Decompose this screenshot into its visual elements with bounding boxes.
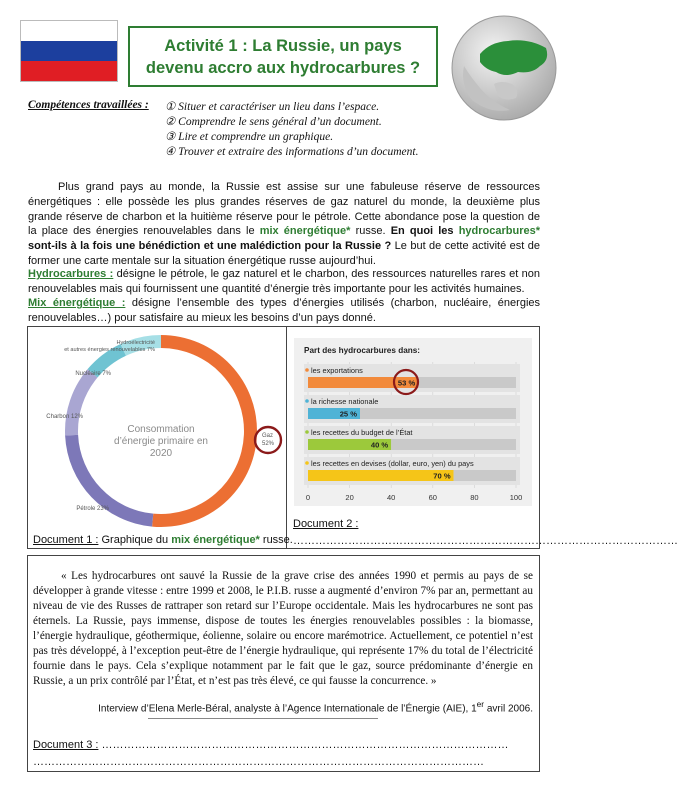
doc1-term: mix énergétique* [171,534,260,546]
pie-slice-2 [65,369,98,435]
flag-white-stripe [21,21,117,41]
russian-flag [20,20,118,82]
doc3-label: Document 3 : [33,739,99,751]
skill-item-1: ① Situer et caractériser un lieu dans l’espace. [165,101,380,113]
definition-term: Hydrocarbures : [28,268,114,280]
doc2-answer-line[interactable]: …………………………………………………………………………………………… [293,535,678,547]
skill-item-2: ② Comprendre le sens général d’un document. [165,116,382,128]
flag-red-stripe [21,61,117,81]
bar-chart-title: Part des hydrocarbures dans: [304,346,421,355]
intro-paragraph: Plus grand pays au monde, la Russie est assise sur une fabuleuse réserve de ressources énergétiques : elle possède les plus grandes réserves de gaz naturel du monde, la deuxième plus grande réserve de charbon et la huitième réserve pour le pétrole. Cette abondance pose la question de la place des énergies renouvelables dans le mix énergétique* russe. En quoi les hydrocarbures* sont-ils à la fois une bénédiction et une malédiction pour la Russie ? Le but de cette activité est de former une carte mentale sur la situation énergétique russe aujourd’hui. [28,181,540,267]
skill-item-3: ③ Lire et comprendre un graphique. [165,131,334,143]
bar-legend-dot [305,399,309,403]
donut-center-title: Consommation d’énergie primaire en 2020 [114,424,208,459]
pie-label-gaz: Gaz [262,433,274,439]
bar-x-tick: 80 [470,493,479,502]
doc1-label: Document 1 : [33,534,99,546]
bar-value-label: 25 % [339,409,357,419]
hydrocarbon-share-bar-chart [294,338,532,506]
bar-category-label: les recettes en devises (dollar, euro, yen) du pays [311,459,474,468]
doc3-caption [33,737,533,771]
flag-blue-stripe [21,41,117,61]
doc3-answer-line[interactable]: ………………………………………………………………………………………………… …………………………………………………………………………………………………………… [33,739,509,768]
bar-x-tick: 0 [305,493,311,502]
pie-slice-1 [65,435,153,527]
pie-label-charbon: Charbon 12% [46,414,83,420]
bar-x-tick: 100 [509,493,523,502]
problem-question: En quoi les hydrocarbures* sont-ils à la fois une bénédiction et une malédiction pour la Russie ? [28,225,540,253]
bar-x-tick: 40 [387,493,396,502]
interview-quote: « Les hydrocarbures ont sauvé la Russie de la grave crise des années 1990 et permis au pays de se développer à grande vitesse : entre 1999 et 2008, le P.I.B. russe a augmenté d’environ 7% par an, permettant au niveau de vie des Russes de rattraper son retard sur l’Europe occidentale. Mais les hydrocarbures ne sont pas éternels. La Russie, pays immense, dispose de toutes les énergies renouvelables possibles : la biomasse, l’énergie hydraulique, géothermique, éolienne, solaire ou encore marémotrice. Actuellement, ce potentiel n’est pas très développé, à l’exception peut-être de l’énergie hydraulique, qui représente 17% du total de l’électricité fournie dans le pays. Cela s’explique notamment par le fait que le gaz, source prédominante d’énergie en Russie, a un prix contrôlé par l’État, et n’est pas très élevé, ce qui fausse la concurrence. » [33,570,533,687]
bar-remainder [418,377,516,388]
bar-remainder [454,470,516,481]
skills-label: Compétences travaillées : [28,99,149,111]
pie-label-hydro: Hydroélectricité et autres énergies renouvelables 7% [64,340,155,353]
bar-category-label: la richesse nationale [311,397,379,406]
bar-category-label: les exportations [311,366,363,375]
page-title: Activité 1 : La Russie, un pays devenu accro aux hydrocarbures ? [145,36,421,77]
bar-3 [308,470,454,481]
energy-mix-donut-chart [31,332,283,528]
definition-mix-energetique: Mix énergétique : désigne l’ensemble des types d’énergies utilisés (charbon, nucléaire, énergies renouvelables…) pour satisfaire au mieux les besoins d’un pays donné. [28,297,541,324]
doc1-caption: Document 1 : Graphique du mix énergétique* russe. [33,534,293,546]
bar-x-tick: 20 [345,493,354,502]
title-box [128,26,438,87]
globe-russia-icon [450,14,558,122]
quote-divider [148,718,378,719]
definition-hydrocarbures: Hydrocarbures : désigne le pétrole, le gaz naturel et le charbon, des ressources naturelles rares et non renouvelables mais qui fournissent une quantité d’énergie très importante pour les activités humaines. [28,268,540,295]
documents-divider [286,326,287,549]
term-mix-energetique: mix énergétique* [259,225,351,238]
term-hydrocarbures: hydrocarbures* [458,225,540,238]
pie-label-petrole: Pétrole 23% [76,506,109,512]
bar-legend-dot [305,368,309,372]
quote-source: Interview d’Elena Merle-Béral, analyste à l’Agence Internationale de l’Énergie (AIE), 1er avril 2006. [98,699,533,715]
gas-highlight-circle [255,427,281,453]
bar-value-label: 70 % [433,471,451,481]
bar-legend-dot [305,461,309,465]
bar-remainder [391,439,516,450]
pie-label-gaz-pct: 52% [262,441,275,447]
doc2-label: Document 2 : [293,518,359,530]
skill-item-4: ④ Trouver et extraire des informations d’un document. [165,146,419,158]
doc2-caption [293,516,678,550]
bar-value-label: 40 % [370,440,389,450]
bar-value-label: 53 % [397,378,416,388]
pie-label-nucleaire: Nucléaire 7% [75,371,111,377]
bar-x-tick: 60 [428,493,437,502]
bar-legend-dot [305,430,309,434]
bar-category-label: les recettes du budget de l’État [311,428,413,437]
bar-remainder [360,408,516,419]
definition-term: Mix énergétique : [28,297,126,309]
